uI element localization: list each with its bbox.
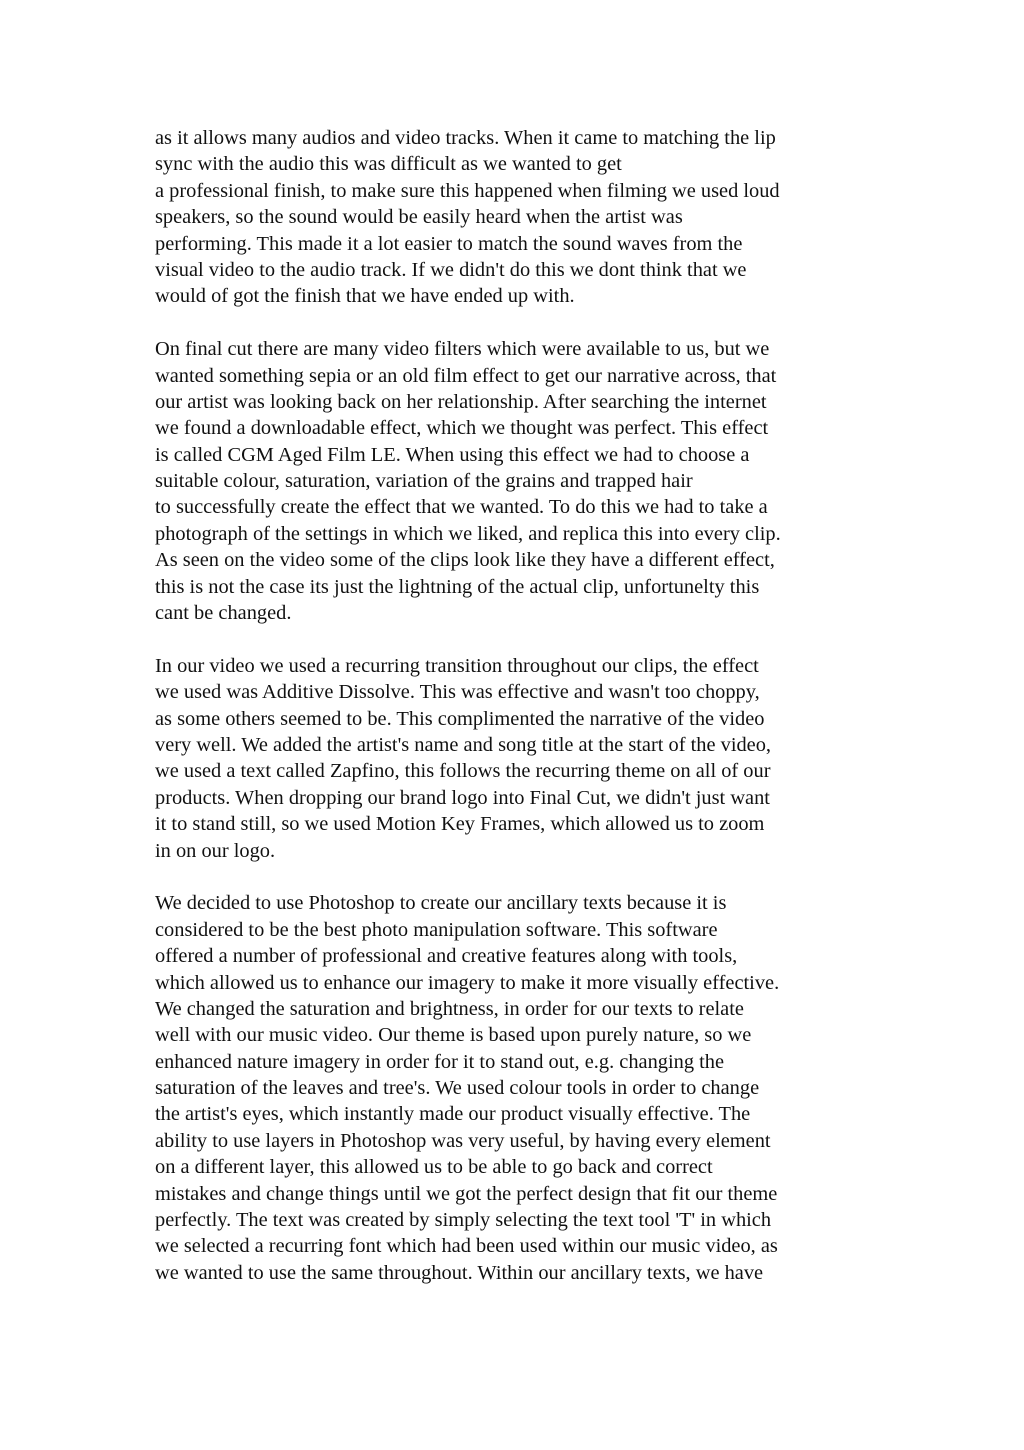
text-line: as some others seemed to be. This complimented the narrative of the video	[155, 707, 765, 730]
text-line: We changed the saturation and brightness, in order for our texts to relate	[155, 997, 744, 1020]
text-line: we selected a recurring font which had been used within our music video, as	[155, 1235, 778, 1258]
text-line: wanted something sepia or an old film effect to get our narrative across, that	[155, 364, 777, 387]
text-line: sync with the audio this was difficult as we wanted to get	[155, 153, 622, 176]
text-line: products. When dropping our brand logo into Final Cut, we didn't just want	[155, 786, 770, 809]
text-line: speakers, so the sound would be easily heard when the artist was	[155, 206, 683, 229]
text-line: to successfully create the effect that we wanted. To do this we had to take a	[155, 496, 768, 519]
text-line: very well. We added the artist's name and song title at the start of the video,	[155, 733, 772, 756]
text-line: we found a downloadable effect, which we thought was perfect. This effect	[155, 417, 769, 440]
text-line: ability to use layers in Photoshop was very useful, by having every element	[155, 1129, 771, 1152]
text-line: our artist was looking back on her relationship. After searching the internet	[155, 390, 767, 413]
text-line: which allowed us to enhance our imagery to make it more visually effective.	[155, 971, 780, 994]
text-line: mistakes and change things until we got the perfect design that fit our theme	[155, 1182, 778, 1205]
text-line: performing. This made it a lot easier to match the sound waves from the	[155, 232, 743, 255]
text-line: it to stand still, so we used Motion Key Frames, which allowed us to zoom	[155, 813, 765, 836]
text-line: visual video to the audio track. If we didn't do this we dont think that we	[155, 258, 747, 281]
text-line: as it allows many audios and video tracks. When it came to matching the lip	[155, 127, 776, 149]
document-body	[155, 125, 875, 1313]
paragraph-photoshop	[155, 890, 875, 1286]
paragraph-audio-sync	[155, 125, 875, 310]
text-line: this is not the case its just the lightning of the actual clip, unfortunelty this	[155, 575, 760, 598]
text-line: suitable colour, saturation, variation of the grains and trapped hair	[155, 470, 693, 493]
text-line: in on our logo.	[155, 839, 276, 862]
text-line: well with our music video. Our theme is based upon purely nature, so we	[155, 1024, 752, 1047]
text-line: On final cut there are many video filters which were available to us, but we	[155, 338, 770, 361]
text-line: considered to be the best photo manipulation software. This software	[155, 918, 718, 941]
text-line: cant be changed.	[155, 602, 292, 625]
text-line: As seen on the video some of the clips look like they have a different effect,	[155, 549, 775, 572]
text-line: is called CGM Aged Film LE. When using this effect we had to choose a	[155, 443, 750, 466]
text-line: we wanted to use the same throughout. Within our ancillary texts, we have	[155, 1261, 764, 1284]
text-line: on a different layer, this allowed us to be able to go back and correct	[155, 1156, 713, 1179]
text-line: we used was Additive Dissolve. This was effective and wasn't too choppy,	[155, 681, 760, 704]
text-line: we used a text called Zapfino, this follows the recurring theme on all of our	[155, 760, 771, 783]
text-line: the artist's eyes, which instantly made our product visually effective. The	[155, 1103, 751, 1126]
text-line: would of got the finish that we have ended up with.	[155, 285, 575, 308]
paragraph-video-filters	[155, 336, 875, 626]
text-line: perfectly. The text was created by simply selecting the text tool 'T' in which	[155, 1209, 772, 1232]
text-line: photograph of the settings in which we liked, and replica this into every clip.	[155, 522, 781, 545]
text-line: In our video we used a recurring transition throughout our clips, the effect	[155, 654, 759, 677]
text-line: a professional finish, to make sure this happened when filming we used loud	[155, 179, 780, 202]
text-line: We decided to use Photoshop to create our ancillary texts because it is	[155, 892, 727, 915]
text-line: enhanced nature imagery in order for it to stand out, e.g. changing the	[155, 1050, 725, 1073]
paragraph-transitions	[155, 653, 875, 864]
text-line: saturation of the leaves and tree's. We used colour tools in order to change	[155, 1077, 760, 1100]
text-line: offered a number of professional and creative features along with tools,	[155, 945, 738, 968]
